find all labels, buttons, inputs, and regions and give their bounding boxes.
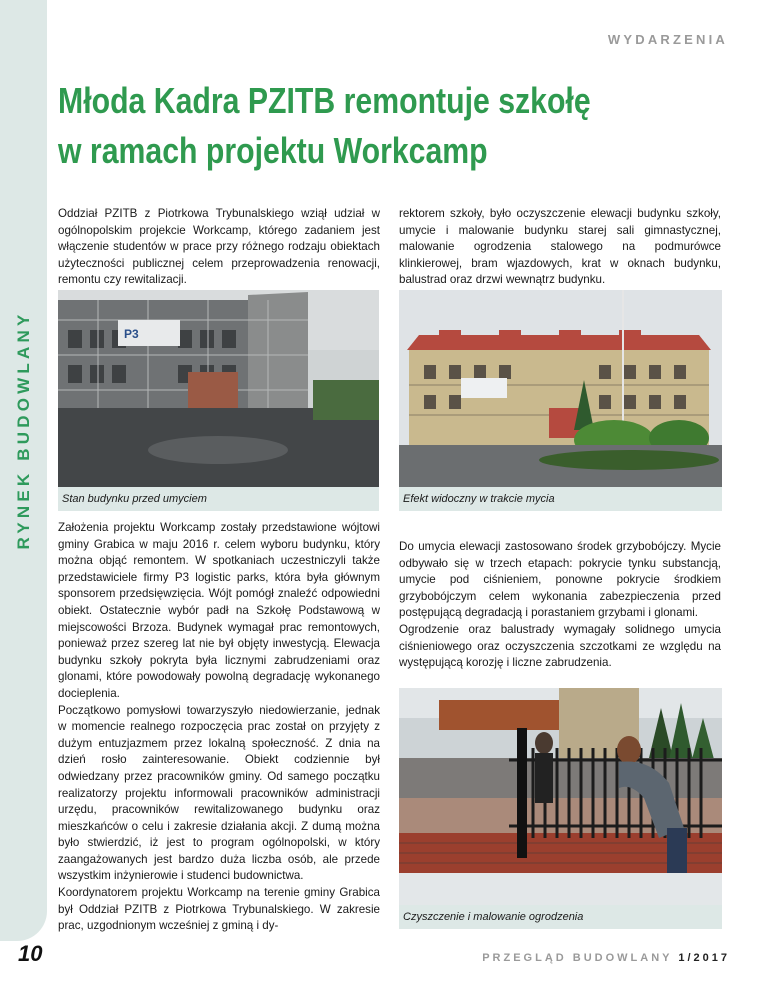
intro-paragraph-right: rektorem szkoły, było oczyszczenie elewacji budynku szkoły, umycie i malowanie budynku starej sali gimnastycznej, malowanie ogrodzenia stalowego na podmurówce klinkierowej, bram wjazdowych, krat w oknach budynku, balustrad oraz drzwi wewnątrz budynku. — [399, 207, 721, 287]
title-line-2: w ramach projektu Workcamp — [58, 130, 488, 171]
photo-building-during-washing — [399, 290, 722, 487]
title-line-1: Młoda Kadra PZITB remontuje szkołę — [58, 80, 591, 121]
intro-paragraph-left: Oddział PZITB z Piotrkowa Trybunalskiego wziął udział w ogólnopolskim projekcie Workcamp, którego zadaniem jest włączenie studentów w prace przy różnego rodzaju obiektach użyteczności publicznej celem przeprowadzenia renowacji, remontu czy rewitalizacji. — [58, 207, 380, 287]
footer-magazine — [482, 952, 730, 964]
page-number: 10 — [18, 941, 43, 966]
photo-caption-fence: Czyszczenie i malowanie ogrodzenia — [399, 905, 722, 929]
magazine-name: PRZEGLĄD BUDOWLANY — [482, 952, 673, 964]
body-left-paragraph-2: Początkowo pomysłowi towarzyszyło niedowierzanie, jednak w momencie realnego rozpoczęcia prac został on przyjęty z dużym entuzjazmem przez lokalną społeczność. Z dnia na dzień rosło zainteresowanie. Obiekt codziennie był odwiedzany przez pracowników gminy. Od samego początku realizatorzy projektu informowali pracowników administracji urzędu, pracowników rewitalizowanego budynku oraz mieszkańców o celu i zakresie działania akcji. Z dumą można było stwierdzić, iż jest to program ogólnopolski, w który zaangażowanych jest bardzo duża liczba osób, ale przede wszystkim inżynierowie i studenci budownictwa. — [58, 703, 380, 883]
body-column-right — [399, 539, 721, 672]
issue-number: 1/2017 — [678, 952, 730, 964]
photo-caption-before: Stan budynku przed umyciem — [58, 487, 379, 511]
body-left-paragraph-3: Koordynatorem projektu Workcamp na terenie gminy Grabica był Oddział PZITB z Piotrkowa Trybunalskiego. W zakresie prac, uzgodnionym wcześniej z gminą i dy- — [58, 886, 380, 933]
svg-text:P3: P3 — [124, 327, 139, 341]
fence-cleaning-image — [399, 688, 722, 905]
photo-caption-during: Efekt widoczny w trakcie mycia — [399, 487, 722, 511]
body-left-paragraph-1: Założenia projektu Workcamp zostały przedstawione wójtowi gminy Grabica w maju 2016 r. celem wyboru budynku, który można objąć remontem. W spotkaniach uczestniczyli także przedstawiciele firmy P3 logistic parks, która była głównym sponsorem przedsięwzięcia. Wójt pomógł znaleźć odpowiedni obiekt. Ostatecznie wybór padł na Szkołę Podstawową w miejscowości Brzoza. Budynek wymagał prac remontowych, ponieważ przez szereg lat nie był objęty inwestycją. Elewacja budynku szkoły pokryta była licznymi zabrudzeniami oraz glonami, które powodowały powolną degradację wykonanego docieplenia. — [58, 521, 380, 700]
body-column-left — [58, 520, 380, 935]
building-washing-image — [399, 290, 722, 487]
photo-building-before — [58, 290, 379, 487]
sidebar-label: RYNEK BUDOWLANY — [14, 310, 33, 550]
building-before-image — [58, 290, 379, 487]
body-right-paragraph-1: Do umycia elewacji zastosowano środek grzybobójczy. Mycie odbywało się w trzech etapach: pokrycie tynku substancją, umycie pod ciśnieniem, ponowne pokrycie środkiem grzybobójczym celem wykonania zabezpieczenia przed postępującą degradacją i porastaniem grzybami i glonami. — [399, 540, 721, 620]
body-right-paragraph-2: Ogrodzenie oraz balustrady wymagały solidnego umycia ciśnieniowego oraz oczyszczenia szczotkami ze względu na występującą korozję i liczne zabrudzenia. — [399, 622, 721, 670]
photo-fence-cleaning — [399, 688, 722, 905]
article-title — [58, 76, 591, 176]
section-label: WYDARZENIA — [607, 32, 728, 47]
sidebar-strip — [0, 0, 47, 941]
